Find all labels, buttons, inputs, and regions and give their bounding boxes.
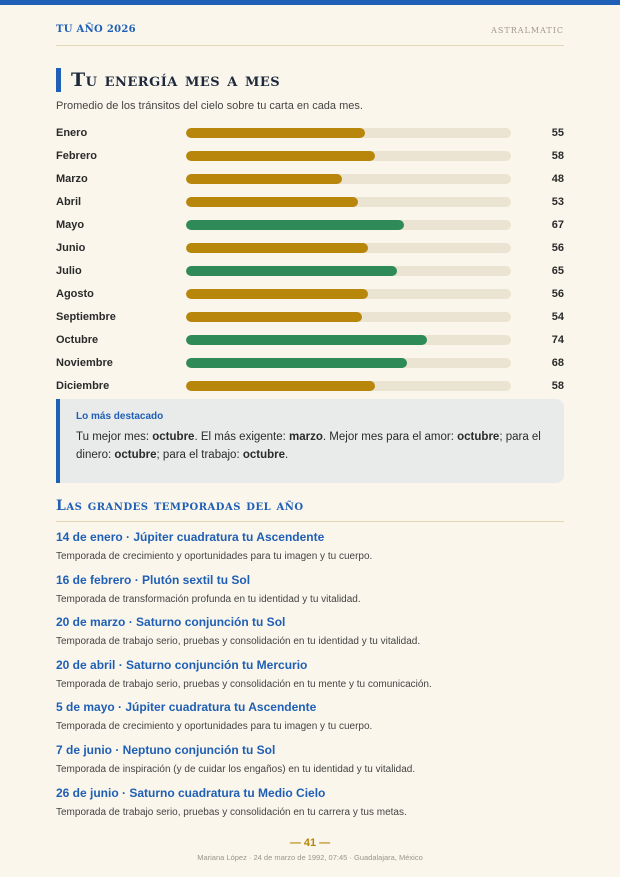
energy-bar-track: [186, 197, 511, 207]
transit-item: [56, 742, 564, 785]
footer-chart-info: Mariana López · 24 de marzo de 1992, 07:45 · Guadalajara, México: [197, 853, 423, 862]
month-row: [56, 374, 564, 397]
month-row: [56, 190, 564, 213]
transit-title: 20 de abril · Saturno conjunción tu Mercurio: [56, 657, 308, 672]
callout-text: [76, 428, 548, 464]
energy-value: 56: [551, 241, 564, 254]
month-row: [56, 305, 564, 328]
callout-text-part: ; para el dinero:: [76, 431, 541, 461]
energy-bar: [186, 312, 362, 322]
month-row: [56, 259, 564, 282]
header-section-label: TU AÑO 2026: [56, 24, 136, 35]
page-number: — 41 —: [289, 837, 331, 849]
month-row: [56, 328, 564, 351]
energy-bar: [186, 220, 404, 230]
transit-list: [56, 529, 564, 827]
month-row: [56, 282, 564, 305]
transit-description: Temporada de transformación profunda en tu identidad y tu vitalidad.: [56, 593, 361, 605]
energy-bar: [186, 243, 368, 253]
energy-bar-track: [186, 220, 511, 230]
energy-bar-track: [186, 381, 511, 391]
month-row: [56, 167, 564, 190]
energy-value: 58: [551, 379, 564, 392]
callout-text-part: ; para el trabajo:: [156, 449, 243, 461]
energy-value: 58: [551, 149, 564, 162]
energy-bar-track: [186, 151, 511, 161]
energy-bar-track: [186, 266, 511, 276]
energy-bar-track: [186, 243, 511, 253]
money-month: octubre: [114, 449, 157, 461]
energy-bar-track: [186, 358, 511, 368]
month-row: [56, 144, 564, 167]
top-accent-bar: [0, 0, 620, 5]
month-label: Marzo: [56, 172, 88, 185]
month-row: [56, 351, 564, 374]
transit-item: [56, 699, 564, 742]
month-label: Septiembre: [56, 310, 116, 323]
transit-item: [56, 529, 564, 572]
callout-text-part: . Mejor mes para el amor:: [322, 431, 458, 443]
header-brand: ASTRALMATIC: [491, 26, 564, 35]
energy-value: 65: [551, 264, 564, 277]
transit-description: Temporada de trabajo serio, pruebas y consolidación en tu carrera y tus metas.: [56, 806, 407, 818]
energy-bar: [186, 289, 368, 299]
energy-bar: [186, 197, 358, 207]
transit-description: Temporada de crecimiento y oportunidades para tu imagen y tu cuerpo.: [56, 551, 373, 562]
callout-text-part: . El más exigente:: [194, 431, 290, 443]
month-label: Febrero: [56, 149, 97, 162]
transit-description: Temporada de trabajo serio, pruebas y consolidación en tu identidad y tu vitalidad.: [56, 636, 421, 648]
month-label: Julio: [56, 264, 82, 277]
page-subtitle: Promedio de los tránsitos del cielo sobre tu carta en cada mes.: [56, 100, 363, 112]
month-label: Enero: [56, 126, 88, 139]
month-label: Mayo: [56, 218, 85, 231]
energy-value: 67: [551, 218, 564, 231]
energy-value: 56: [551, 287, 564, 300]
page-title: Tu energía mes a mes: [71, 69, 281, 91]
energy-bar-track: [186, 174, 511, 184]
energy-value: 48: [551, 172, 564, 185]
transit-item: [56, 785, 564, 828]
month-label: Noviembre: [56, 356, 113, 369]
seasons-section-title: Las grandes temporadas del año: [56, 498, 564, 522]
page-header: [56, 24, 564, 46]
highlight-callout: [56, 399, 564, 483]
transit-description: Temporada de inspiración (y de cuidar los engaños) en tu identidad y tu vitalidad.: [56, 763, 416, 775]
energy-bar: [186, 358, 407, 368]
transit-title: 16 de febrero · Plutón sextil tu Sol: [56, 572, 251, 587]
energy-bar: [186, 381, 375, 391]
energy-bar-track: [186, 289, 511, 299]
transit-item: [56, 614, 564, 657]
month-label: Agosto: [56, 287, 94, 300]
month-row: [56, 213, 564, 236]
month-label: Abril: [56, 195, 82, 208]
transit-title: 14 de enero · Júpiter cuadratura tu Ascendente: [56, 530, 325, 544]
energy-bar: [186, 151, 375, 161]
energy-bar-track: [186, 335, 511, 345]
energy-value: 53: [551, 195, 564, 208]
energy-value: 68: [551, 356, 564, 369]
energy-value: 74: [551, 333, 564, 346]
callout-text-part: .: [285, 449, 289, 461]
callout-text-part: Tu mejor mes:: [76, 431, 153, 443]
energy-value: 54: [551, 310, 564, 323]
transit-description: Temporada de crecimiento y oportunidades para tu imagen y tu cuerpo.: [56, 721, 373, 733]
month-label: Diciembre: [56, 379, 110, 392]
energy-bar-track: [186, 312, 511, 322]
energy-bar: [186, 335, 427, 345]
monthly-energy-chart: [56, 121, 564, 397]
transit-item: [56, 657, 564, 700]
month-label: Octubre: [56, 333, 99, 346]
transit-title: 20 de marzo · Saturno conjunción tu Sol: [56, 615, 286, 630]
page-title-block: [56, 68, 280, 92]
love-month: octubre: [457, 431, 500, 443]
energy-bar-track: [186, 128, 511, 138]
transit-title: 26 de junio · Saturno cuadratura tu Medio Cielo: [56, 785, 326, 800]
energy-value: 55: [551, 126, 564, 139]
energy-bar: [186, 128, 365, 138]
energy-bar: [186, 174, 342, 184]
transit-title: 7 de junio · Neptuno conjunción tu Sol: [56, 742, 276, 757]
month-label: Junio: [56, 241, 86, 254]
best-month: octubre: [152, 431, 195, 443]
callout-title: Lo más destacado: [76, 411, 164, 422]
month-row: [56, 121, 564, 144]
transit-description: Temporada de trabajo serio, pruebas y consolidación en tu mente y tu comunicación.: [56, 678, 432, 690]
hardest-month: marzo: [289, 431, 323, 443]
work-month: octubre: [242, 449, 286, 461]
transit-title: 5 de mayo · Júpiter cuadratura tu Ascendente: [56, 700, 317, 715]
energy-bar: [186, 266, 397, 276]
month-row: [56, 236, 564, 259]
transit-item: [56, 572, 564, 615]
